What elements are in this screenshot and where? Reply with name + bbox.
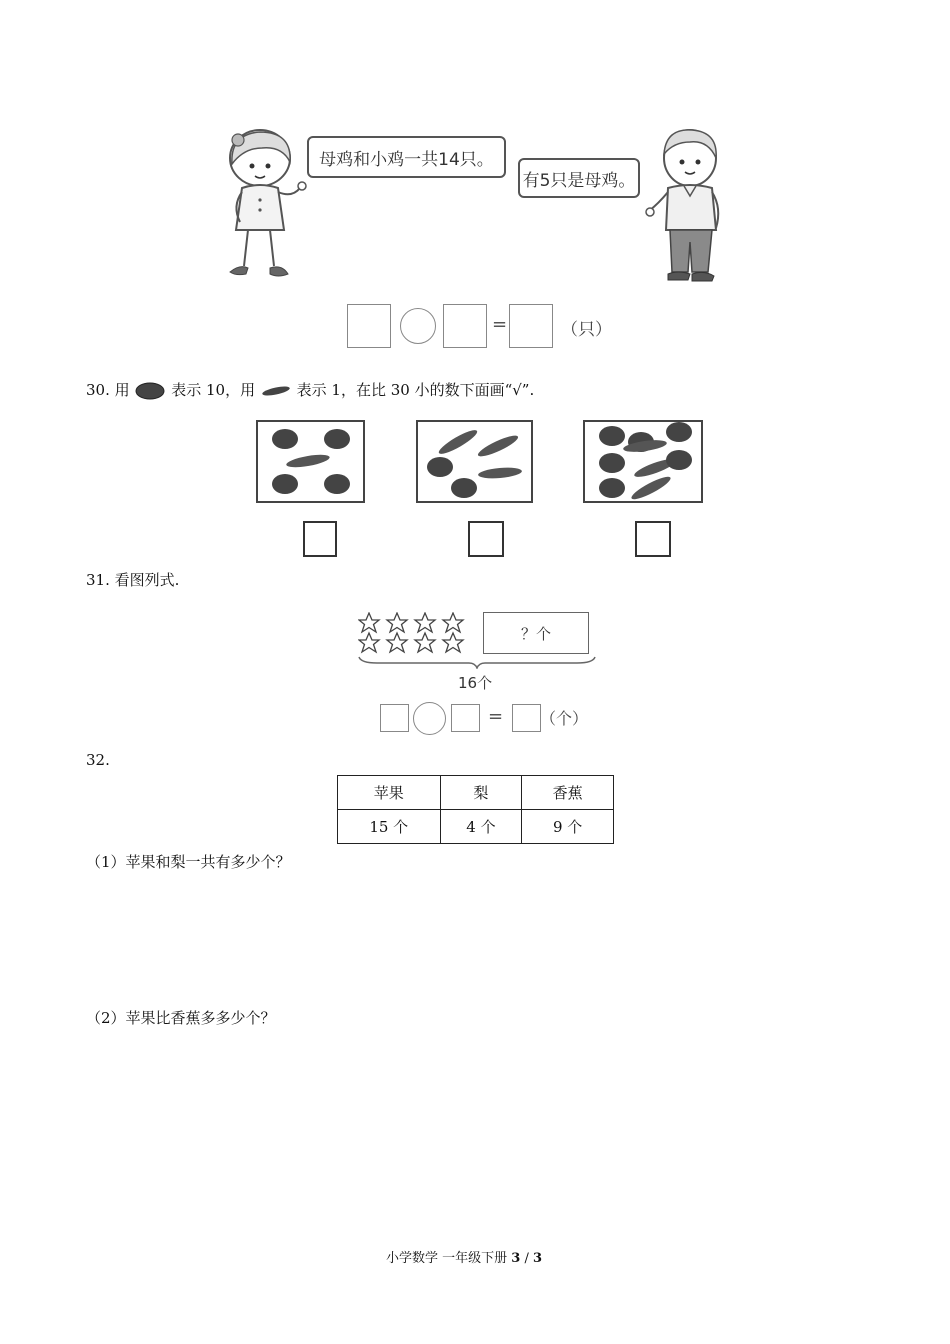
star-icon <box>443 613 463 632</box>
q32-answer-area-1[interactable] <box>86 878 866 998</box>
q30-picture-3 <box>583 420 703 503</box>
boy-speech-text: 有5只是母鸡。 <box>522 170 636 191</box>
table-header-row <box>338 776 614 810</box>
q32-number: 32. <box>86 751 110 769</box>
q31-operator-circle[interactable] <box>413 702 446 735</box>
q29-operator-circle[interactable] <box>400 308 436 344</box>
bean-one <box>629 473 673 501</box>
bean-ten <box>666 422 692 442</box>
table-cell-pear: 4 个 <box>440 810 522 844</box>
bean-ten <box>324 474 350 494</box>
table-header-apple: 苹果 <box>338 776 441 810</box>
bean-ten <box>666 450 692 470</box>
page-footer <box>386 1247 542 1266</box>
bean-one <box>476 432 520 460</box>
q29-answer-box-3[interactable] <box>509 304 553 348</box>
q31-brace <box>357 655 597 669</box>
boy-speech-bubble <box>518 158 640 198</box>
star-icon <box>387 613 407 632</box>
bean-one <box>436 427 479 458</box>
girl-illustration <box>222 126 312 282</box>
q31-answer-box-1[interactable] <box>380 704 409 732</box>
q32-subquestion-1: （1）苹果和梨一共有多少个？ <box>86 853 291 871</box>
q31-prompt: 31. 看图列式. <box>86 571 180 589</box>
q32-answer-area-2[interactable] <box>86 1034 866 1214</box>
bean-one <box>478 466 523 480</box>
star-icon <box>415 613 435 632</box>
q29-equals-sign: = <box>492 314 508 335</box>
fruit-count-table <box>337 775 614 844</box>
q31-unit-label: （个） <box>540 709 589 728</box>
table-header-pear: 梨 <box>440 776 522 810</box>
q32-subquestion-2: （2）苹果比香蕉多多少个？ <box>86 1009 276 1027</box>
table-row <box>338 810 614 844</box>
bean-ten <box>427 457 453 477</box>
q30-checkbox-2[interactable] <box>468 521 504 557</box>
q29-answer-box-2[interactable] <box>443 304 487 348</box>
bean-ten <box>599 453 625 473</box>
star-icon <box>387 633 407 652</box>
footer-separator: / <box>524 1251 529 1266</box>
q30-prompt <box>86 380 534 401</box>
bean-ten <box>599 426 625 446</box>
footer-subject: 小学数学 一年级下册 <box>386 1251 508 1266</box>
q31-answer-box-3[interactable] <box>512 704 541 732</box>
footer-total-pages: 3 <box>533 1251 543 1266</box>
q30-text-part1: 用 <box>114 381 130 399</box>
q29-answer-box-1[interactable] <box>347 304 391 348</box>
q31-unknown-box <box>483 612 589 654</box>
table-header-banana: 香蕉 <box>522 776 614 810</box>
girl-speech-text: 母鸡和小鸡一共14只。 <box>319 149 494 170</box>
bean-ten-icon <box>134 381 166 401</box>
q30-picture-1 <box>256 420 365 503</box>
bean-ten <box>272 429 298 449</box>
q31-star-group <box>358 612 468 654</box>
bean-ten <box>599 478 625 498</box>
q30-checkbox-1[interactable] <box>303 521 337 557</box>
q31-answer-box-2[interactable] <box>451 704 480 732</box>
q30-picture-2 <box>416 420 533 503</box>
bean-ten <box>324 429 350 449</box>
q30-text-part2: 表示 10，用 <box>171 381 256 399</box>
q30-text-part3: 表示 1，在比 30 小的数下面画“√”. <box>296 381 535 399</box>
q31-total-label: 16个 <box>458 674 493 692</box>
bean-one-icon <box>260 383 292 399</box>
table-cell-apple: 15 个 <box>338 810 441 844</box>
star-icon <box>359 633 379 652</box>
q30-number: 30. <box>86 381 110 399</box>
star-icon <box>415 633 435 652</box>
star-icon <box>443 633 463 652</box>
q29-unit-label: （只） <box>561 320 612 340</box>
bean-one <box>285 452 330 469</box>
bean-ten <box>451 478 477 498</box>
q30-checkbox-3[interactable] <box>635 521 671 557</box>
q31-equals-sign: = <box>488 706 504 727</box>
star-icon <box>359 613 379 632</box>
footer-page-number: 3 <box>511 1251 521 1266</box>
q31-unknown-label: ？个 <box>520 624 551 643</box>
girl-speech-bubble <box>307 136 506 178</box>
bean-ten <box>272 474 298 494</box>
table-cell-banana: 9 个 <box>522 810 614 844</box>
boy-illustration <box>644 124 728 286</box>
